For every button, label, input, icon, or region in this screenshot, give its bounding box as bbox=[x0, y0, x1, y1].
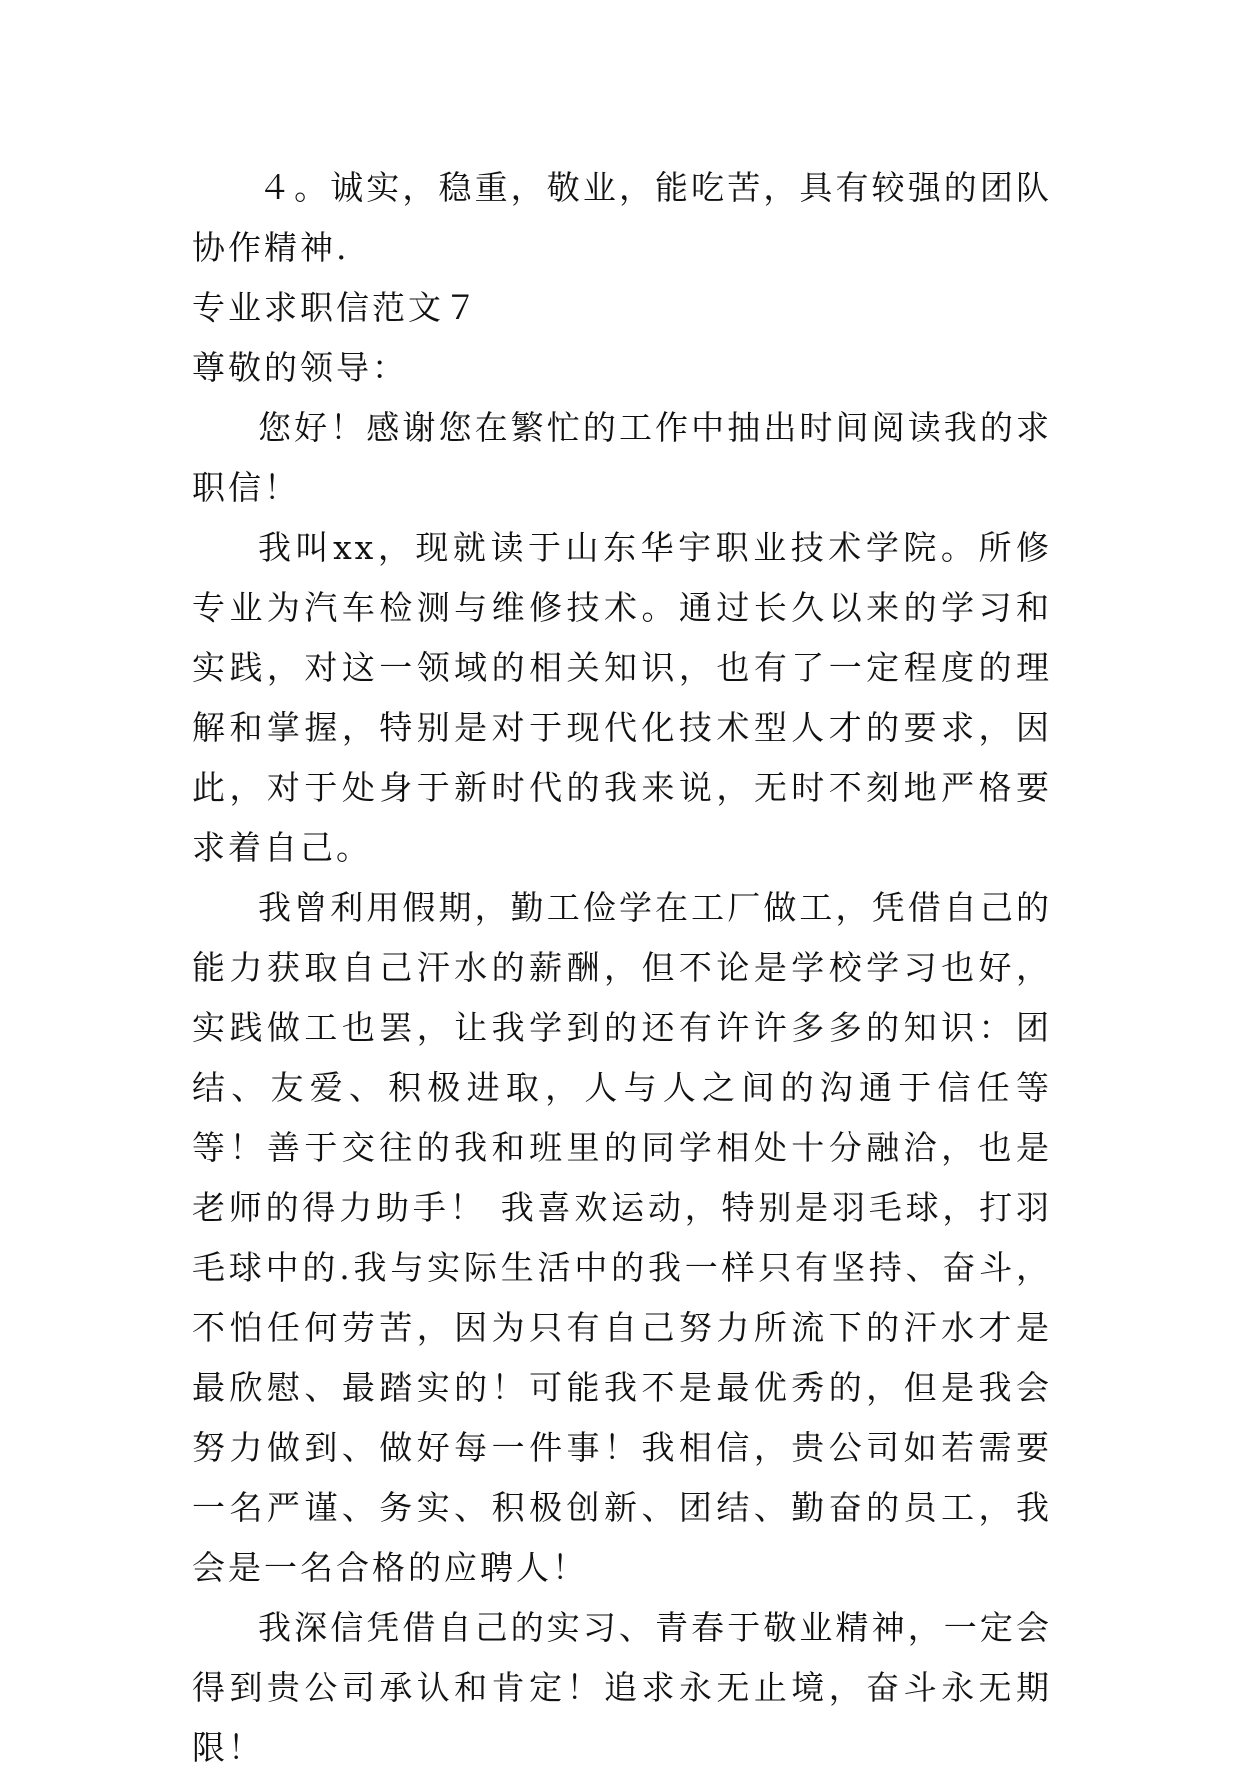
paragraph-qualification-4: ４。诚实，稳重，敬业，能吃苦，具有较强的团队协作精神. bbox=[192, 168, 1052, 267]
salutation: 尊敬的领导： bbox=[192, 348, 408, 387]
section-title: 专业求职信范文７ bbox=[192, 288, 480, 327]
paragraph-introduction: 我叫xx，现就读于山东华宇职业技术学院。所修专业为汽车检测与维修技术。通过长久以来的学习和实践，对这一领域的相关知识，也有了一定程度的理解和掌握，特别是对于现代化技术型人才的要求，因此，对于处身于新时代的我来说，无时不刻地严格要求着自己。 bbox=[192, 528, 1052, 867]
paragraph-closing: 我深信凭借自己的实习、青春于敬业精神，一定会得到贵公司承认和肯定！追求永无止境，奋斗永无期限！ bbox=[192, 1608, 1052, 1767]
paragraph-experience: 我曾利用假期，勤工俭学在工厂做工，凭借自己的能力获取自己汗水的薪酬，但不论是学校学习也好，实践做工也罢，让我学到的还有许许多多的知识：团结、友爱、积极进取，人与人之间的沟通于信任等等！善于交往的我和班里的同学相处十分融洽，也是老师的得力助手！ 我喜欢运动，特别是羽毛球，打羽毛球中的.我与实际生活中的我一样只有坚持、奋斗，不怕任何劳苦，因为只有自己努力所流下的汗水才是最欣慰、最踏实的！可能我不是最优秀的，但是我会努力做到、做好每一件事！我相信，贵公司如若需要一名严谨、务实、积极创新、团结、勤奋的员工，我会是一名合格的应聘人！ bbox=[192, 888, 1052, 1587]
paragraph-greeting: 您好！感谢您在繁忙的工作中抽出时间阅读我的求职信！ bbox=[192, 408, 1052, 507]
document-body bbox=[192, 158, 1052, 1778]
